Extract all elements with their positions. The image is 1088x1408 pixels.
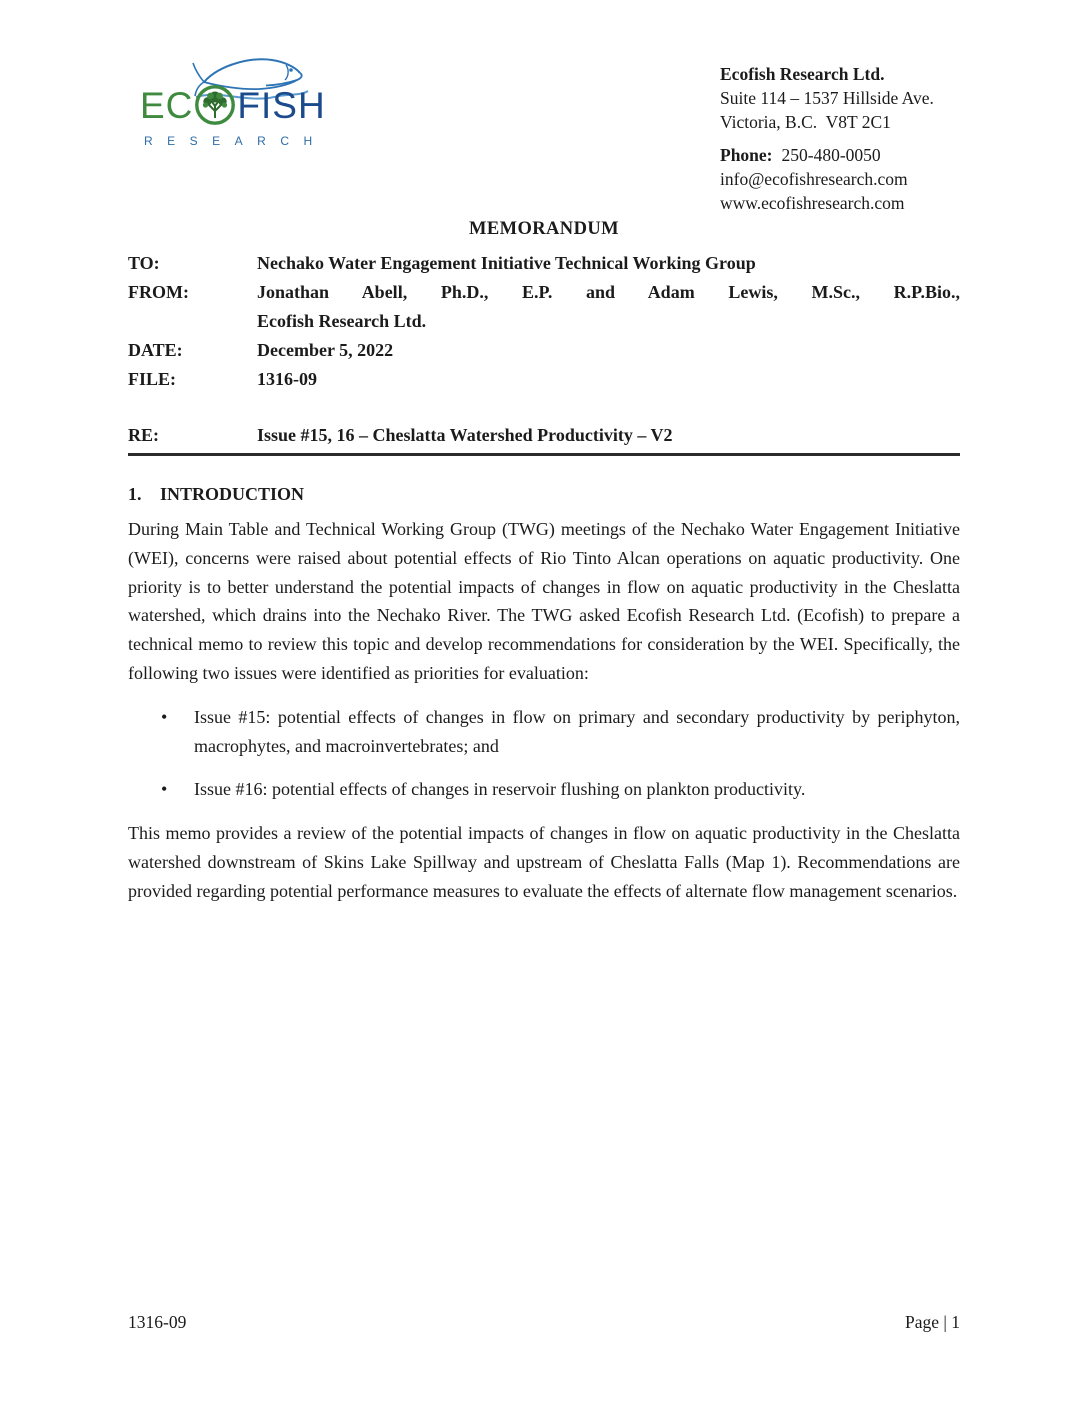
footer-page-number: Page | 1 [904, 1312, 960, 1332]
tree-in-circle-icon [194, 84, 236, 126]
from-value-line1: Jonathan Abell, Ph.D., E.P. and Adam Lewis, M.Sc., R.P.Bio., [257, 282, 960, 302]
logo-text-ec: EC [140, 84, 194, 126]
logo-wordmark [140, 84, 326, 126]
list-item-issue-15 [128, 703, 960, 761]
intro-paragraph-2: This memo provides a review of the potential impacts of changes in flow on aquatic productivity in the Cheslatta watershed downstream of Skins Lake Spillway and upstream of Cheslatta Falls (Map 1). Recommendations are provided regarding potential performance measures to evaluate the effects of alternate flow management scenarios. [128, 823, 960, 901]
phone-number: 250-480-0050 [781, 145, 881, 165]
section-title: INTRODUCTION [160, 484, 305, 504]
issue-bullet-list [128, 703, 960, 804]
re-label: RE: [128, 425, 159, 445]
address-line-2: Victoria, B.C. V8T 2C1 [720, 112, 891, 132]
page-footer [128, 1312, 960, 1333]
bullet-icon: • [161, 706, 168, 727]
memo-field-file [128, 365, 960, 394]
issue-15-text: Issue #15: potential effects of changes in flow on primary and secondary productivity by periphyton, macrophytes, and macroinvertebrates; and [194, 706, 960, 756]
memo-field-re [128, 421, 960, 450]
memo-body [128, 219, 960, 906]
phone-label: Phone: [720, 145, 773, 165]
from-value [257, 278, 960, 336]
bullet-icon: • [161, 779, 168, 800]
from-value-line2: Ecofish Research Ltd. [257, 311, 427, 331]
contact-website: www.ecofishresearch.com [720, 193, 905, 213]
footer-file-number: 1316-09 [128, 1312, 187, 1332]
re-value: Issue #15, 16 – Cheslatta Watershed Productivity – V2 [257, 425, 673, 445]
list-item-issue-16 [128, 775, 960, 804]
address-line-1: Suite 114 – 1537 Hillside Ave. [720, 88, 934, 108]
file-label: FILE: [128, 369, 177, 389]
section-heading-introduction [128, 483, 960, 505]
contact-block [720, 62, 934, 215]
date-label: DATE: [128, 340, 183, 360]
section-number: 1. [128, 484, 142, 504]
header-rule [128, 453, 960, 456]
file-value: 1316-09 [257, 369, 317, 389]
company-name: Ecofish Research Ltd. [720, 64, 885, 84]
to-label: TO: [128, 253, 160, 273]
memo-title: MEMORANDUM [469, 219, 619, 239]
phone-row [720, 143, 934, 167]
contact-email: info@ecofishresearch.com [720, 169, 908, 189]
memo-field-date [128, 336, 960, 365]
memo-field-to [128, 249, 960, 278]
logo-text-fish: FISH [237, 84, 326, 126]
ecofish-logo [140, 52, 340, 152]
from-label: FROM: [128, 282, 189, 302]
date-value: December 5, 2022 [257, 340, 394, 360]
logo-text-research: RESEARCH [144, 134, 327, 148]
issue-16-text: Issue #16: potential effects of changes in reservoir flushing on plankton productivity. [194, 779, 806, 800]
to-value: Nechako Water Engagement Initiative Technical Working Group [257, 253, 756, 273]
intro-paragraph-1: During Main Table and Technical Working Group (TWG) meetings of the Nechako Water Engagement Initiative (WEI), concerns were raised about potential effects of Rio Tinto Alcan operations on aquatic productivity. One priority is to better understand the potential impacts of changes in flow on aquatic productivity in the Cheslatta watershed, which drains into the Nechako River. The TWG asked Ecofish Research Ltd. (Ecofish) to prepare a technical memo to review this topic and develop recommendations for consideration by the WEI. Specifically, the following two issues were identified as priorities for evaluation: [128, 519, 960, 683]
memo-field-from [128, 278, 960, 336]
